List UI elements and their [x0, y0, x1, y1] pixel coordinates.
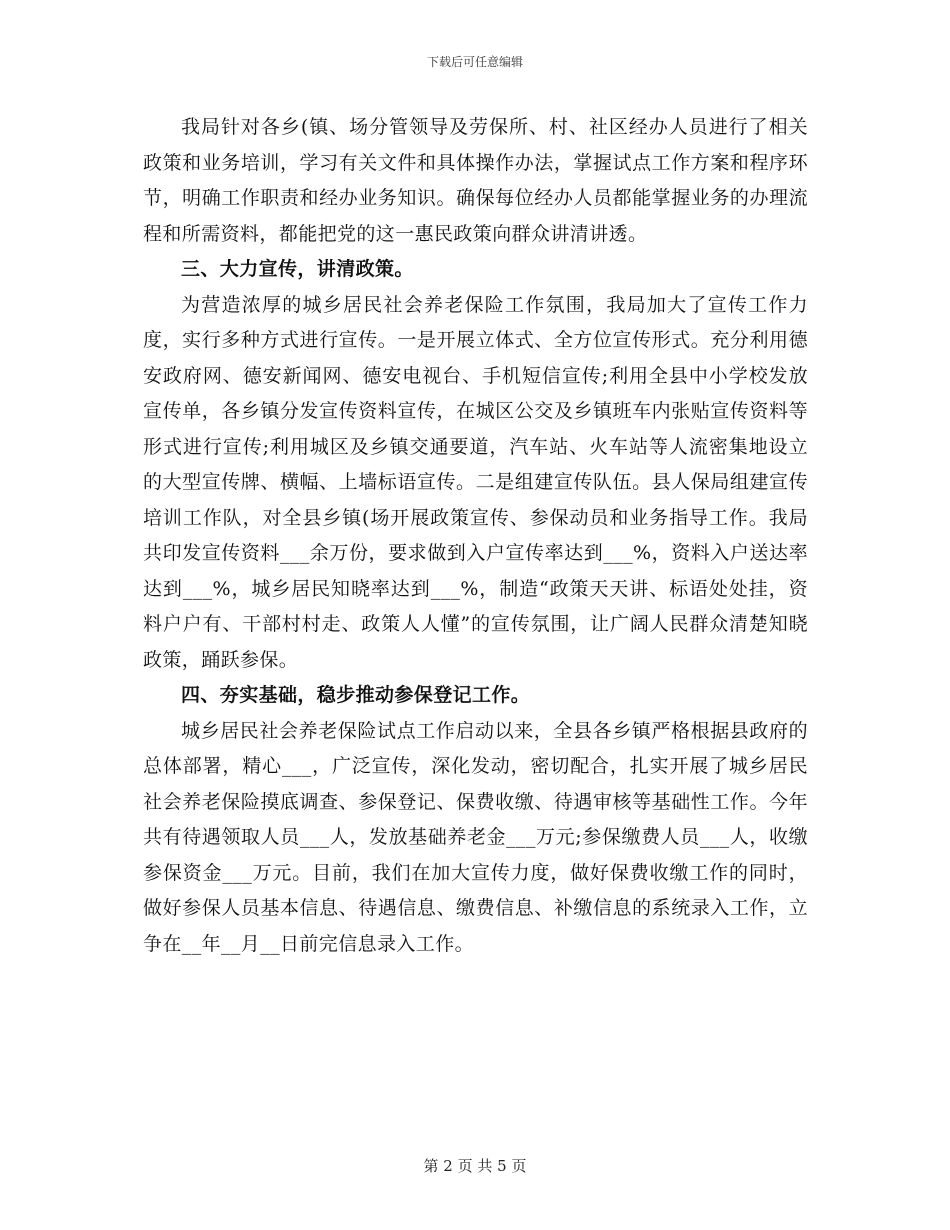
page-header-note: 下载后可任意编辑: [426, 55, 523, 69]
document-body: [143, 110, 808, 962]
body-paragraph: 为营造浓厚的城乡居民社会养老保险工作氛围，我局加大了宣传工作力度，实行多种方式进行宣传。一是开展立体式、全方位宣传形式。充分利用德安政府网、德安新闻网、德安电视台、手机短信宣传;利用全县中小学校发放宣传单，各乡镇分发宣传资料宣传，在城区公交及乡镇班车内张贴宣传资料等形式进行宣传;利用城区及乡镇交通要道，汽车站、火车站等人流密集地设立的大型宣传牌、横幅、上墙标语宣传。二是组建宣传队伍。县人保局组建宣传培训工作队，对全县乡镇(场开展政策宣传、参保动员和业务指导工作。我局共印发宣传资料___余万份，要求做到入户宣传率达到___%，资料入户送达率达到___%，城乡居民知晓率达到___%，制造“政策天天讲、标语处处挂，资料户户有、干部村村走、政策人人懂”的宣传氛围，让广阔人民群众清楚知晓政策，踊跃参保。: [143, 293, 808, 671]
body-paragraph: 城乡居民社会养老保险试点工作启动以来，全县各乡镇严格根据县政府的总体部署，精心___，广泛宣传，深化发动，密切配合，扎实开展了城乡居民社会养老保险摸底调查、参保登记、保费收缴、待遇审核等基础性工作。今年共有待遇领取人员___人，发放基础养老金___万元;参保缴费人员___人，收缴参保资金___万元。目前，我们在加大宣传力度，做好保费收缴工作的同时，做好参保人员基本信息、待遇信息、缴费信息、补缴信息的系统录入工作，立争在__年__月__日前完信息录入工作。: [143, 719, 808, 955]
section-heading: 四、夯实基础，稳步推动参保登记工作。: [181, 684, 531, 706]
body-paragraph: 我局针对各乡(镇、场分管领导及劳保所、村、社区经办人员进行了相关政策和业务培训，学习有关文件和具体操作办法，掌握试点工作方案和程序环节，明确工作职责和经办业务知识。确保每位经办人员都能掌握业务的办理流程和所需资料，都能把党的这一惠民政策向群众讲清讲透。: [143, 116, 808, 245]
section-heading: 三、大力宣传，讲清政策。: [181, 258, 414, 280]
page-number: 第 2 页 共 5 页: [423, 1157, 527, 1175]
